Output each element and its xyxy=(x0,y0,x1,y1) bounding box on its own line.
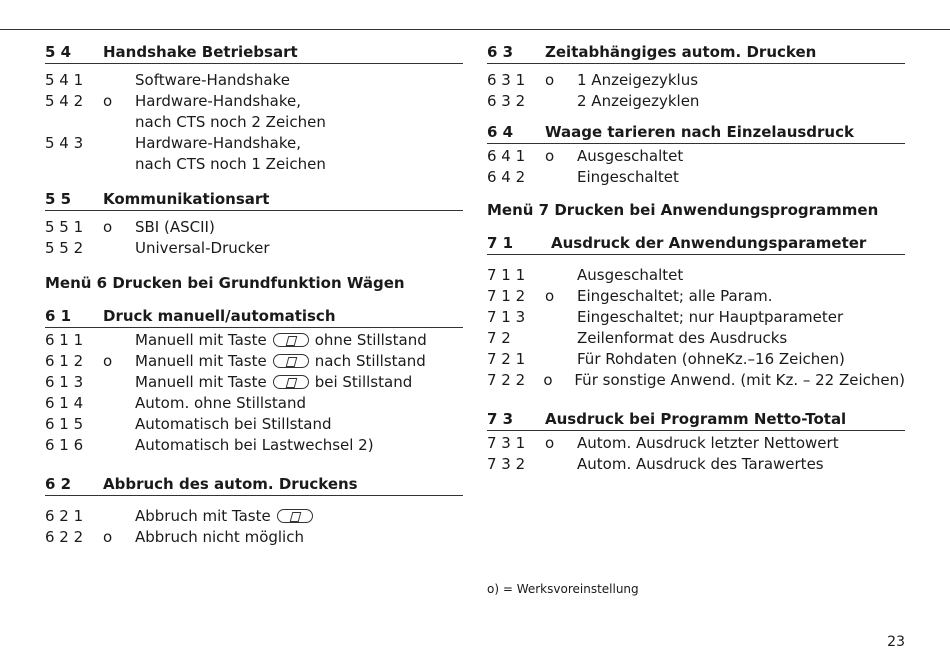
default-marker xyxy=(103,154,135,175)
list-item xyxy=(487,370,905,391)
default-marker xyxy=(103,112,135,133)
option-text-part: Abbruch mit Taste xyxy=(135,507,271,525)
code: 6 2 1 xyxy=(45,507,84,525)
print-key-icon xyxy=(273,375,309,389)
list-item xyxy=(45,70,463,91)
code: 6 1 1 xyxy=(45,331,84,349)
option-text-part: Manuell mit Taste xyxy=(135,373,267,391)
list-item xyxy=(487,454,905,475)
list-item xyxy=(45,351,463,372)
section-number: 6 2 xyxy=(45,475,72,493)
code: 7 3 1 xyxy=(487,434,526,452)
list-item xyxy=(487,307,905,328)
default-marker xyxy=(103,414,135,435)
section-title: Zeitabhängiges autom. Drucken xyxy=(545,43,817,61)
print-key-icon xyxy=(277,509,313,523)
code: 7 3 2 xyxy=(487,455,526,473)
code: 5 4 1 xyxy=(45,71,84,89)
option-text-part: ohne Stillstand xyxy=(314,331,427,349)
option-text: nach CTS noch 1 Zeichen xyxy=(135,155,326,173)
default-marker: o xyxy=(545,287,555,305)
section-55-header xyxy=(45,189,463,211)
default-marker: o xyxy=(103,218,113,236)
option-text: Hardware-Handshake, xyxy=(135,92,301,110)
section-title: Waage tarieren nach Einzelausdruck xyxy=(545,123,854,141)
default-marker xyxy=(545,307,577,328)
option-text: Für sonstige Anwend. (mit Kz. – 22 Zeichen) xyxy=(574,371,905,389)
list-item xyxy=(45,91,463,112)
default-marker xyxy=(545,167,577,188)
option-text: Autom. Ausdruck letzter Nettowert xyxy=(577,434,839,452)
option-text xyxy=(135,351,463,372)
section-title: Handshake Betriebsart xyxy=(103,43,298,61)
code: 7 2 1 xyxy=(487,350,526,368)
default-marker xyxy=(545,265,577,286)
code xyxy=(45,112,103,133)
option-text: Autom. Ausdruck des Tarawertes xyxy=(577,455,824,473)
option-text: Ausgeschaltet xyxy=(577,147,684,165)
list-item xyxy=(45,112,463,133)
option-text-part: bei Stillstand xyxy=(314,373,413,391)
page-number: 23 xyxy=(887,634,905,650)
option-text: Hardware-Handshake, xyxy=(135,134,301,152)
section-64-header xyxy=(487,122,905,144)
code: 5 5 2 xyxy=(45,239,84,257)
default-marker xyxy=(103,70,135,91)
list-item xyxy=(45,133,463,154)
option-text-part: Manuell mit Taste xyxy=(135,352,267,370)
default-marker xyxy=(103,393,135,414)
default-marker: o xyxy=(103,352,113,370)
default-marker xyxy=(103,506,135,527)
list-item xyxy=(45,506,463,527)
option-text: Ausgeschaltet xyxy=(577,266,684,284)
code: 6 3 2 xyxy=(487,92,526,110)
section-title: Abbruch des autom. Druckens xyxy=(103,475,358,493)
section-number: 6 3 xyxy=(487,43,514,61)
code xyxy=(45,154,103,175)
menu-7-title: Menü 7 Drucken bei Anwendungsprogrammen xyxy=(487,201,879,219)
option-text: Für Rohdaten (ohneKz.–16 Zeichen) xyxy=(577,350,845,368)
list-item xyxy=(487,146,905,167)
section-62-header xyxy=(45,474,463,496)
right-column xyxy=(487,42,905,475)
code: 6 4 2 xyxy=(487,168,526,186)
code: 5 4 2 xyxy=(45,92,84,110)
menu-6-title: Menü 6 Drucken bei Grundfunktion Wägen xyxy=(45,274,405,292)
option-text: nach CTS noch 2 Zeichen xyxy=(135,113,326,131)
list-item xyxy=(487,265,905,286)
code: 6 2 2 xyxy=(45,528,84,546)
option-text: Eingeschaltet; alle Param. xyxy=(577,287,773,305)
default-marker: o xyxy=(543,371,553,389)
section-number: 7 1 xyxy=(487,234,514,252)
section-number: 5 5 xyxy=(45,190,72,208)
option-text: Abbruch nicht möglich xyxy=(135,528,304,546)
code: 7 2 xyxy=(487,329,511,347)
print-key-icon xyxy=(273,333,309,347)
section-number: 6 1 xyxy=(45,307,72,325)
list-item xyxy=(45,393,463,414)
default-marker xyxy=(103,330,135,351)
default-marker xyxy=(545,91,577,112)
option-text: 1 Anzeigezyklus xyxy=(577,71,699,89)
option-text xyxy=(135,330,463,351)
section-71-header xyxy=(487,233,905,255)
code: 6 1 2 xyxy=(45,352,84,370)
section-title: Druck manuell/automatisch xyxy=(103,307,336,325)
section-number: 5 4 xyxy=(45,43,72,61)
default-marker xyxy=(103,133,135,154)
code: 6 1 6 xyxy=(45,436,84,454)
list-item xyxy=(45,414,463,435)
list-item xyxy=(487,433,905,454)
list-item xyxy=(487,91,905,112)
default-marker xyxy=(545,328,577,349)
default-marker xyxy=(103,372,135,393)
list-item xyxy=(45,435,463,456)
code: 5 4 3 xyxy=(45,134,84,152)
code: 6 1 4 xyxy=(45,394,84,412)
list-item xyxy=(487,349,905,370)
top-rule xyxy=(0,29,950,30)
option-text xyxy=(135,372,463,393)
section-number: 6 4 xyxy=(487,123,514,141)
option-text-part: Manuell mit Taste xyxy=(135,331,267,349)
print-key-icon xyxy=(273,354,309,368)
code: 7 1 2 xyxy=(487,287,526,305)
default-marker xyxy=(103,435,135,456)
list-item xyxy=(487,70,905,91)
code: 5 5 1 xyxy=(45,218,84,236)
section-63-header xyxy=(487,42,905,64)
list-item xyxy=(45,217,463,238)
default-marker: o xyxy=(545,147,555,165)
option-text: 2 Anzeigezyklen xyxy=(577,92,700,110)
left-column xyxy=(45,42,463,548)
default-marker xyxy=(545,349,577,370)
list-item xyxy=(487,286,905,307)
default-marker xyxy=(103,238,135,259)
default-marker: o xyxy=(545,434,555,452)
section-number: 7 3 xyxy=(487,410,514,428)
code: 6 1 5 xyxy=(45,415,84,433)
code: 7 1 3 xyxy=(487,308,526,326)
option-text: Software-Handshake xyxy=(135,71,290,89)
list-item xyxy=(45,154,463,175)
code: 6 1 3 xyxy=(45,373,84,391)
code: 6 4 1 xyxy=(487,147,526,165)
code: 7 2 2 xyxy=(487,371,526,389)
option-text: Eingeschaltet; nur Hauptparameter xyxy=(577,308,844,326)
section-title: Ausdruck bei Programm Netto-Total xyxy=(545,410,847,428)
section-73-header xyxy=(487,409,905,431)
option-text: Automatisch bei Stillstand xyxy=(135,415,332,433)
option-text xyxy=(135,506,463,527)
list-item xyxy=(45,330,463,351)
default-marker: o xyxy=(545,71,555,89)
option-text: Automatisch bei Lastwechsel 2) xyxy=(135,436,374,454)
list-item xyxy=(487,328,905,349)
section-61-header xyxy=(45,306,463,328)
option-text: Eingeschaltet xyxy=(577,168,679,186)
footnote: o) = Werksvoreinstellung xyxy=(487,582,639,596)
default-marker xyxy=(545,454,577,475)
option-text-part: nach Stillstand xyxy=(314,352,426,370)
list-item xyxy=(45,238,463,259)
section-54-header xyxy=(45,42,463,64)
default-marker: o xyxy=(103,92,113,110)
list-item xyxy=(487,167,905,188)
code: 6 3 1 xyxy=(487,71,526,89)
default-marker: o xyxy=(103,528,113,546)
option-text: Zeilenformat des Ausdrucks xyxy=(577,329,788,347)
list-item xyxy=(45,527,463,548)
code: 7 1 1 xyxy=(487,266,526,284)
section-title: Ausdruck der Anwendungsparameter xyxy=(551,234,867,252)
section-title: Kommunikationsart xyxy=(103,190,270,208)
option-text: Autom. ohne Stillstand xyxy=(135,394,306,412)
list-item xyxy=(45,372,463,393)
option-text: Universal-Drucker xyxy=(135,239,270,257)
option-text: SBI (ASCII) xyxy=(135,218,215,236)
